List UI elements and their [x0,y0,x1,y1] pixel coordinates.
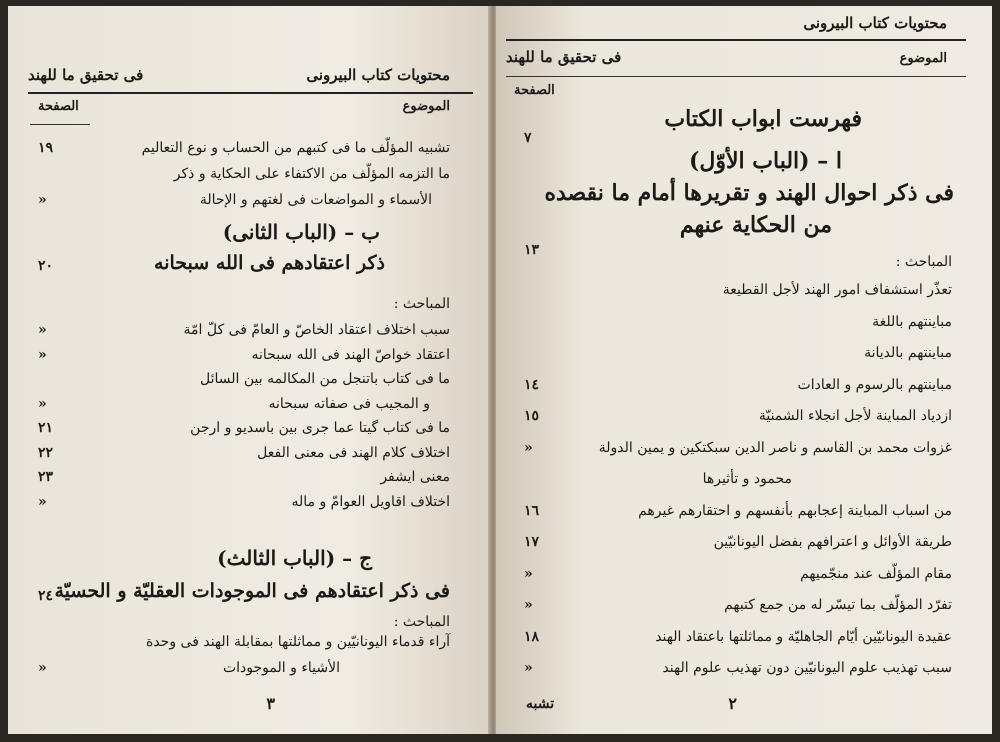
index-entry-text: عقيدة اليونانيّين أيّام الجاهليّة و مماثلتها باعتقاد الهند [655,628,952,645]
right-catchword: تشبه [526,696,555,712]
right-index-title: فهرست ابواب الكتاب [664,106,862,132]
left-chapter-b: ب – (الباب الثانى) [222,220,380,244]
index-entry-page: » [524,597,533,613]
left-chapter-b-title: ذكر اعتقادهم فى الله سبحانه [154,252,385,274]
right-chapter-a-title-1: فى ذكر احوال الهند و تقريرها أمام ما نقصده [544,180,954,206]
index-entry-text: ما فى كتاب باتنجل من المكالمه بين السائل [200,371,450,387]
index-entry-page: » [38,322,47,338]
index-entry-page: ٢١ [38,420,54,436]
index-entry-text: تشبيه المؤلّف ما فى كتبهم من الحساب و نوع التعالیم [141,140,450,156]
left-page-number: ٣ [266,694,275,713]
index-entry-text: تفرّد المؤلّف بما تيسّر له من جمع كتبهم [724,597,952,613]
left-chapter-b-num: ٢٠ [38,258,54,274]
right-header-rule-2 [506,76,966,77]
index-entry-page: » [524,439,533,456]
left-col-topic: الموضوع [402,99,450,114]
left-col-page: الصفحة [38,99,79,114]
index-entry-page: ١٤ [524,376,540,393]
index-entry-text: ما فى كتاب گیتا عما جرى بين باسديو و ارجن [190,420,450,436]
index-entry-text: اختلاف اقاويل العوامّ و ماله [291,493,450,510]
index-entry-text: طريقة الأوائل و اعترافهم بفضل اليونانيّين [713,534,952,550]
index-entry-text: ما التزمه المؤلّف من الاكتفاء على الحكاية و ذكر [173,166,450,182]
index-entry-page: » [38,346,47,363]
index-entry-text: آراء قدماء اليونانيّين و مماثلتها بمقابلة الهند فى وحدة [145,634,450,650]
right-index-num: ٧ [524,130,532,146]
right-header-book: فى تحقيق ما للهند [506,48,622,66]
left-col-rule [30,124,90,125]
right-page-number: ٢ [728,694,737,713]
right-col-topic: الموضوع [899,51,947,66]
index-entry-page: » [524,565,533,582]
index-entry-page: ١٧ [524,534,540,550]
index-entry-text: ازدياد المباينة لأجل انجلاء الشمنيّة [758,408,952,424]
right-chapter-a-title-2: من الحكاية عنهم [679,212,832,238]
index-entry-page: ١٥ [524,408,540,424]
index-entry-text: الأشياء و الموجودات [222,660,340,676]
left-chapter-c: ج – (الباب الثالث) [217,546,372,570]
index-entry-text: مقام المؤلّف عند منجّميهم [800,565,952,582]
index-entry-page: ١٦ [524,502,540,519]
index-entry-text: مباينتهم باللغة [872,313,952,330]
index-entry-text: مباينتهم بالرسوم و العادات [797,376,952,393]
index-entry-page: » [38,493,47,510]
index-entry-page: ٢٢ [38,444,54,461]
left-chapter-c-title: فى ذكر اعتقادهم فى الموجودات العقليّة و الحسيّة [54,580,450,602]
index-entry-text: سبب تهذيب علوم اليونانيّين دون تهذيب علوم الهند [662,660,952,676]
right-mabahith: المباحث : [895,254,952,270]
index-entry-text: اختلاف كلام الهند فى معنى الفعل [257,444,450,461]
index-entry-text: سبب اختلاف اعتقاد الخاصّ و العامّ فى كلّ امّة [183,322,450,338]
right-header-top: محتويات كتاب البيرونى [803,14,947,32]
right-chapter-a: ا – (الباب الأوّل) [688,148,842,174]
left-page [8,6,490,734]
index-entry-page: » [524,660,533,676]
right-page [496,6,992,734]
index-entry-page: » [38,660,47,676]
right-chapter-a-num: ١٣ [524,242,540,258]
index-entry-text: تعذّر استشفاف امور الهند لأجل القطيعة [722,282,952,298]
right-header-rule [506,39,966,41]
right-col-page: الصفحة [514,83,555,98]
index-entry-text: و المجيب فى صفاته سبحانه [268,395,430,412]
index-entry-text: معنى ايشفر [380,469,450,485]
index-entry-page: » [38,395,47,412]
index-entry-text: الأسماء و المواضعات فى لغتهم و الإحالة [199,192,432,208]
index-entry-text: غزوات محمد بن القاسم و ناصر الدين سبكتكين و يمين الدولة [598,439,952,456]
left-mabahith-b: المباحث : [393,296,450,312]
index-entry-page: ١٨ [524,628,540,645]
left-header-rule [28,92,473,94]
index-entry-page: » [38,192,47,208]
index-entry-text: مباينتهم بالديانة [864,345,952,361]
index-entry-page: ١٩ [38,140,54,156]
index-entry-page: ٢٣ [38,469,54,485]
left-header-book: فى تحقيق ما للهند [28,66,144,84]
left-header-title: محتويات كتاب البيرونى [306,66,450,84]
index-entry-text: اعتقاد خواصّ الهند فى الله سبحانه [251,346,450,363]
left-chapter-c-num: ٢٤ [38,588,54,604]
left-mabahith-c: المباحث : [393,614,450,630]
index-entry-text: من اسباب المباينة إعجابهم بأنفسهم و احتقارهم غيرهم [638,502,952,519]
index-entry-text: محمود و تأثيرها [702,471,792,487]
